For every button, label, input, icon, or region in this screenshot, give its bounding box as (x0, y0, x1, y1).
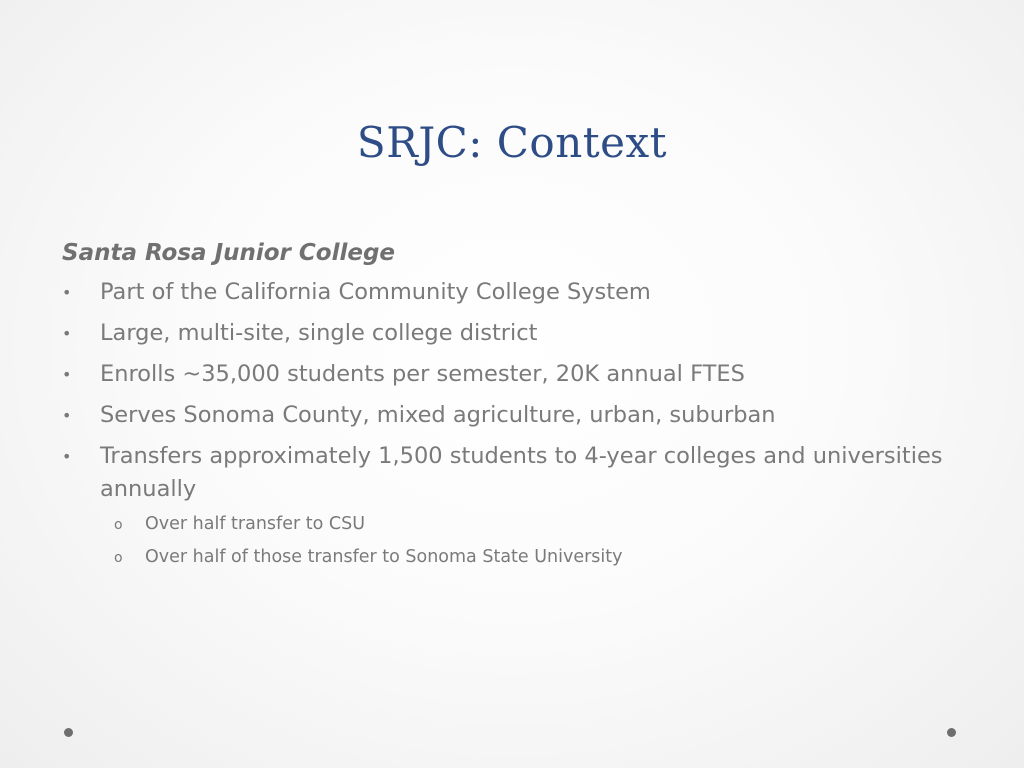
bullet-text: Enrolls ~35,000 students per semester, 20K annual FTES (100, 361, 745, 387)
bullet-text: Serves Sonoma County, mixed agriculture, urban, suburban (100, 402, 776, 428)
sub-bullet-marker: o (114, 517, 123, 533)
sub-bullet-text: Over half of those transfer to Sonoma State University (145, 547, 623, 567)
sub-bullet-item (100, 508, 962, 541)
slide-subheading: Santa Rosa Junior College (62, 240, 396, 266)
bullet-item (62, 440, 962, 574)
slide-content (62, 236, 962, 582)
bullet-text: Part of the California Community College System (100, 279, 651, 305)
bullet-marker: • (62, 406, 72, 425)
bullet-item (62, 317, 962, 350)
bullet-text: Transfers approximately 1,500 students to 4-year colleges and universities annually (100, 443, 943, 502)
bullet-item (62, 276, 962, 309)
bullet-marker: • (62, 365, 72, 384)
sub-bullet-list (100, 508, 962, 574)
sub-bullet-item (100, 541, 962, 574)
bullet-list (62, 276, 962, 574)
bullet-marker: • (62, 283, 72, 302)
sub-bullet-marker: o (114, 550, 123, 566)
bullet-item (62, 358, 962, 391)
bullet-marker: • (62, 324, 72, 343)
decorative-dot-left (64, 728, 73, 737)
bullet-marker: • (62, 447, 72, 466)
slide-title: SRJC: Context (356, 118, 668, 167)
bullet-text: Large, multi-site, single college district (100, 320, 538, 346)
sub-bullet-text: Over half transfer to CSU (145, 514, 365, 534)
decorative-dot-right (947, 728, 956, 737)
bullet-item (62, 399, 962, 432)
